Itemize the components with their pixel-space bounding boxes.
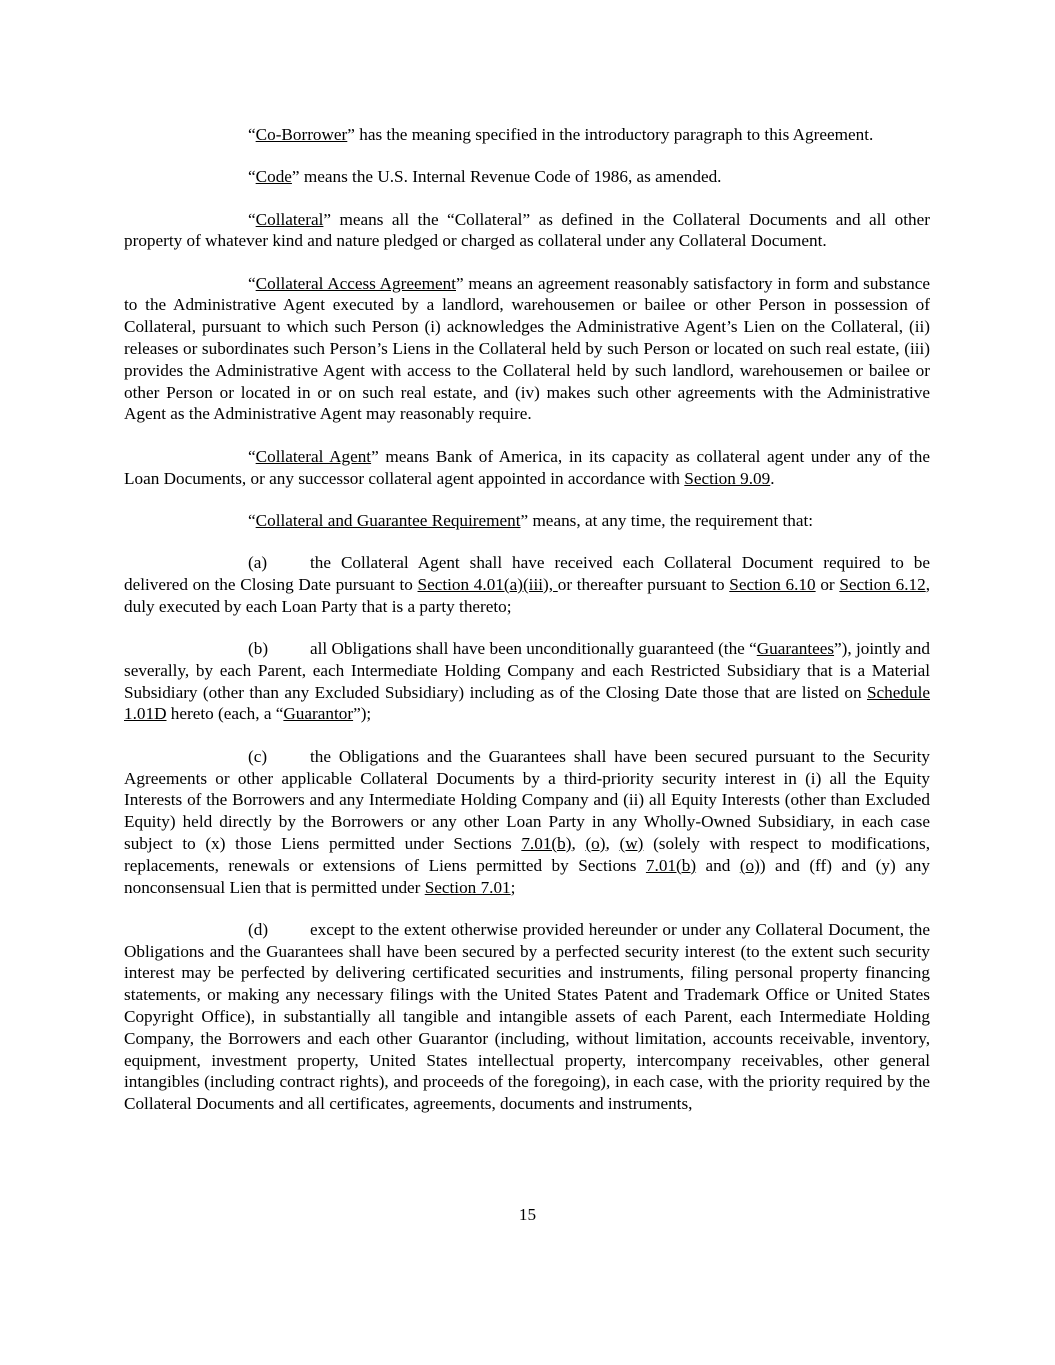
clause-text: (solely with respect to modifications, replacements, renewals or extensions of Liens permitted by Sections xyxy=(124,833,931,875)
defined-term: Collateral Access Agreement xyxy=(255,273,456,293)
document-page xyxy=(124,124,930,1135)
clause-label: (c) xyxy=(248,746,268,766)
clause-text: ”), jointly and severally, by each Parent, each Intermediate Holding Company and each Restricted Subsidiary that is a Material Subsidiary (other than any Excluded Subsidiary) including as of the Closing Date those that are listed on xyxy=(124,639,930,702)
definition-text: ” means Bank of America, in its capacity as collateral agent under any of the Loan Documents, or any successor collateral agent appointed in accordance with xyxy=(124,446,931,488)
defined-term: Guarantor xyxy=(283,704,354,724)
clause-text: or thereafter pursuant to xyxy=(557,574,730,594)
definition-text: ” means all the “Collateral” as defined in the Collateral Documents and all other property of whatever kind and nature pledged or charged as collateral under any Collateral Document. xyxy=(124,209,930,251)
defined-term: Co-Borrower xyxy=(255,125,348,144)
section-reference: (w) xyxy=(619,833,644,853)
clause-text: and xyxy=(696,855,740,875)
clause-label: (a) xyxy=(248,553,268,573)
open-quote: “ xyxy=(248,446,256,466)
clause-text: all Obligations shall have been unconditionally guaranteed (the “ xyxy=(310,639,757,659)
open-quote: “ xyxy=(248,125,256,144)
clause-text: , duly executed by each Loan Party that is a party thereto; xyxy=(124,574,930,616)
clause-text: ) and (ff) and (y) any nonconsensual Lien that is permitted under xyxy=(124,855,930,897)
section-reference: Section 6.10 xyxy=(729,574,816,594)
defined-term: Collateral and Guarantee Requirement xyxy=(255,510,521,530)
section-reference: Section 4.01(a)(iii), xyxy=(417,574,558,594)
clause-text: the Collateral Agent shall have received each Collateral Document required to be delivered on the Closing Date pursuant to xyxy=(124,553,930,594)
definition-text: ” has the meaning specified in the introductory paragraph to this Agreement. xyxy=(347,125,874,144)
definition-text: . xyxy=(770,468,775,488)
section-reference: 7.01(b) xyxy=(645,855,697,875)
defined-term: Collateral Agent xyxy=(255,446,372,466)
clause-text: , xyxy=(571,833,586,853)
definition-collateral-access-agreement xyxy=(124,273,930,426)
definition-text: ” means the U.S. Internal Revenue Code of 1986, as amended. xyxy=(291,167,722,187)
defined-term: Code xyxy=(255,167,292,187)
section-reference: 7.01(b) xyxy=(521,833,572,853)
clause-text: or xyxy=(815,574,840,594)
definition-collateral xyxy=(124,209,930,253)
clause-label: (b) xyxy=(248,639,269,659)
definition-collateral-guarantee-requirement xyxy=(124,510,930,532)
section-reference: (o) xyxy=(739,855,760,875)
clause-b xyxy=(124,638,930,725)
definition-collateral-agent xyxy=(124,446,930,490)
clause-text: hereto (each, a “ xyxy=(166,704,284,724)
clause-text: , xyxy=(605,833,620,853)
definition-code xyxy=(124,166,930,188)
clause-text: ”); xyxy=(353,704,372,724)
clause-text: the Obligations and the Guarantees shall have been secured pursuant to the Security Agreements or other applicable Collateral Documents by a third-priority security interest in (i) all the Equity Interests of the Borrowers and any Intermediate Holding Company and (ii) all Equity Interests (other than Excluded Equity) held directly by the Borrowers or any other Loan Party in any Wholly-Owned Subsidiary, in each case subject to (x) those Liens permitted under Sections xyxy=(124,746,930,853)
clause-text: ; xyxy=(510,877,516,897)
clause-c xyxy=(124,746,930,899)
schedule-reference: Schedule 1.01D xyxy=(124,682,930,724)
section-reference: Section 9.09 xyxy=(684,468,771,488)
section-reference: (o) xyxy=(585,833,606,853)
open-quote: “ xyxy=(248,167,256,187)
open-quote: “ xyxy=(248,209,256,229)
open-quote: “ xyxy=(248,510,256,530)
clause-label: (d) xyxy=(248,919,269,939)
defined-term: Guarantees xyxy=(756,639,835,659)
clause-text: except to the extent otherwise provided hereunder or under any Collateral Document, the Obligations and the Guarantees shall have been secured by a perfected security interest (to the extent such security interest may be perfected by delivering certificated securities and instruments, filing personal property financing statements, or making any necessary filings with the United States Patent and Trademark Office or United States Copyright Office), in substantially all tangible and intangible assets of each Parent, each Intermediate Holding Company, the Borrowers and each other Guarantor (including, without limitation, accounts receivable, inventory, equipment, investment property, United States intellectual property, intercompany receivables, other general intangibles (including contract rights), and proceeds of the foregoing), in each case, with the priority required by the Collateral Documents and all certificates, agreements, documents and instruments, xyxy=(124,919,930,1114)
section-reference: Section 7.01 xyxy=(424,877,511,897)
clause-d xyxy=(124,919,930,1115)
definition-co-borrower xyxy=(124,124,930,146)
definition-text: ” means, at any time, the requirement that: xyxy=(520,510,814,530)
clause-a xyxy=(124,552,930,617)
defined-term: Collateral xyxy=(255,209,324,229)
page-number: 15 xyxy=(518,1205,537,1224)
section-reference: Section 6.12 xyxy=(839,574,926,594)
open-quote: “ xyxy=(248,273,256,293)
definition-text: ” means an agreement reasonably satisfactory in form and substance to the Administrative Agent executed by a landlord, warehousemen or bailee or other Person in possession of Collateral, pursuant to which such Person (i) acknowledges the Administrative Agent’s Lien on the Collateral, (ii) releases or subordinates such Person’s Liens in the Collateral held by such Person or located on such real estate, (iii) provides the Administrative Agent with access to the Collateral held by such landlord, warehousemen or bailee or other Person or located in or on such real estate, and (iv) makes such other agreements with the Administrative Agent as the Administrative Agent may reasonably require. xyxy=(124,273,930,424)
